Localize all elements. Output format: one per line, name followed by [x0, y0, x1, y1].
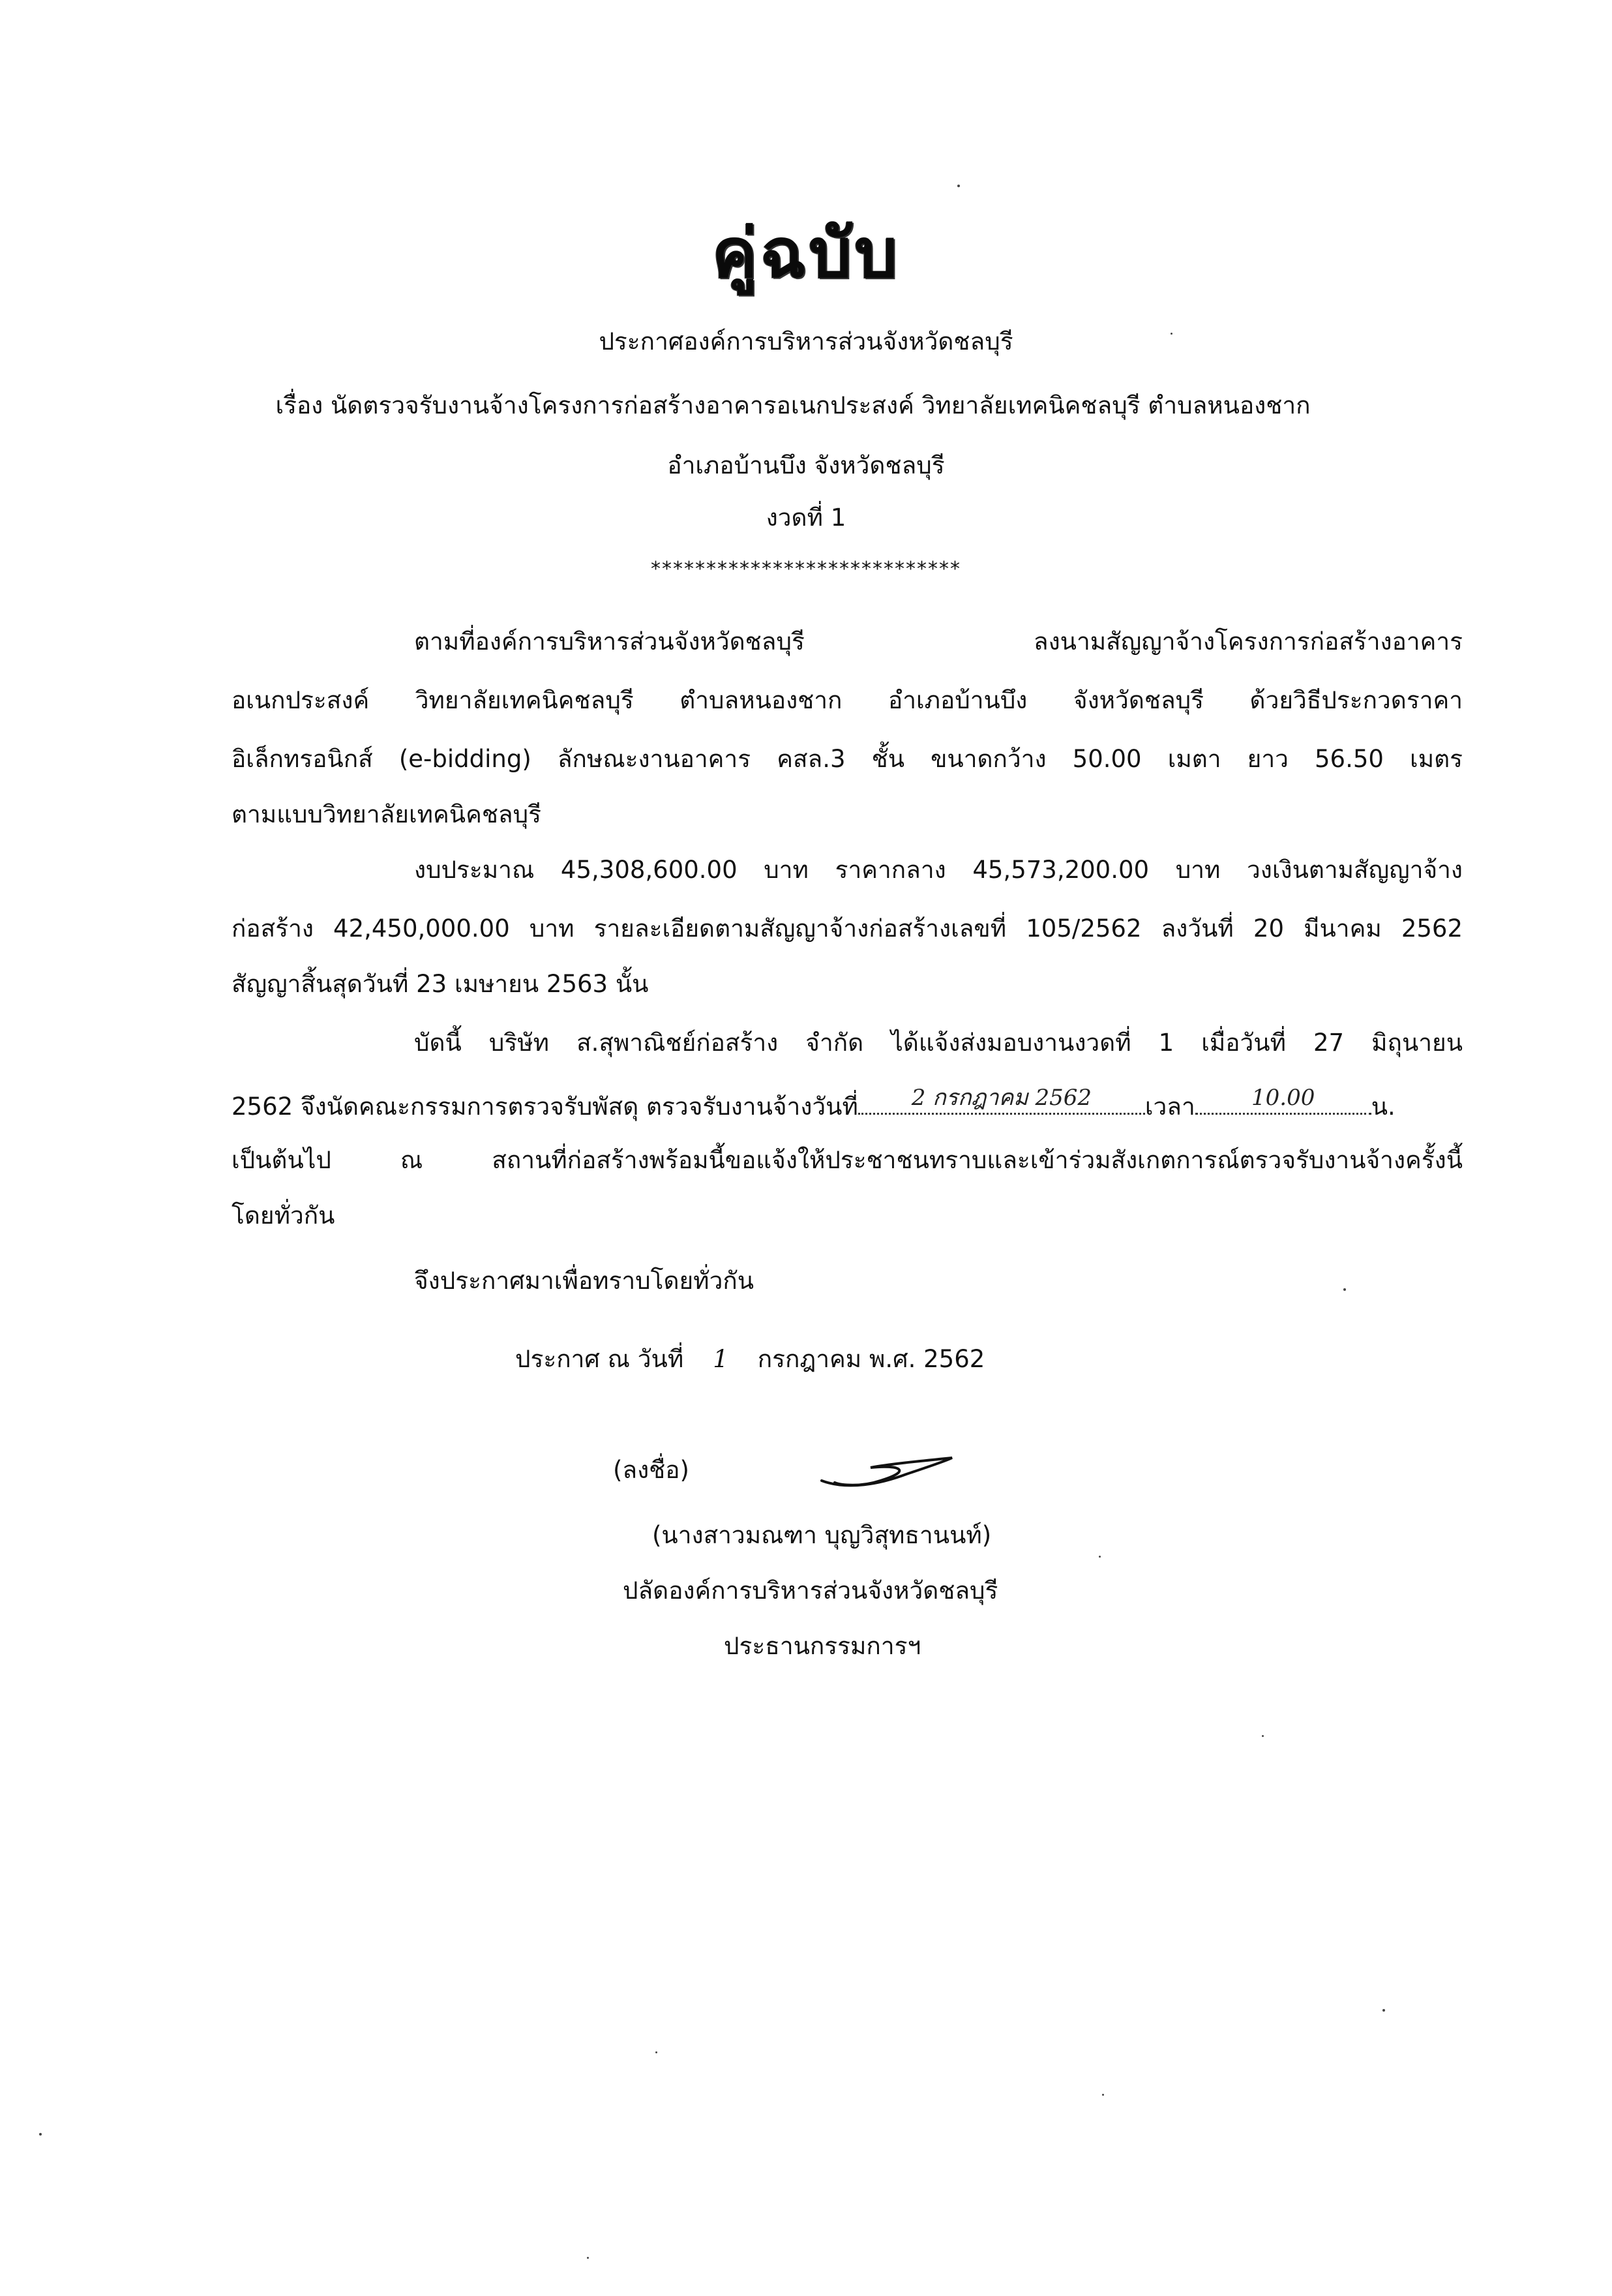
paragraph-2-line-2: ก่อสร้าง 42,450,000.00 บาท รายละเอียดตามสัญญาจ้างก่อสร้างเลขที่ 105/2562 ลงวันที่ 20 มีนาคม 2562 [231, 914, 1463, 943]
date-suffix: กรกฎาคม พ.ศ. 2562 [757, 1345, 985, 1373]
scan-speck [39, 2133, 42, 2136]
paragraph-3-line-1: บัดนี้ บริษัท ส.สุพาณิชย์ก่อสร้าง จำกัด ได้แจ้งส่งมอบงานงวดที่ 1 เมื่อวันที่ 27 มิถุนายน [414, 1029, 1463, 1057]
paragraph-2-line-3: สัญญาสิ้นสุดวันที่ 23 เมษายน 2563 นั้น [231, 970, 649, 998]
scan-speck [655, 2051, 657, 2053]
time-unit: น. [1371, 1093, 1396, 1121]
sign-label: (ลงชื่อ) [613, 1456, 689, 1484]
date-prefix: ประกาศ ณ วันที่ [515, 1345, 684, 1373]
paragraph-1-line-1: ตามที่องค์การบริหารส่วนจังหวัดชลบุรี ลงนามสัญญาจ้างโครงการก่อสร้างอาคาร [414, 627, 1463, 656]
handwritten-inspection-date: 2 กรกฎาคม 2562 [911, 1085, 1092, 1111]
handwritten-day: 1 [713, 1345, 728, 1373]
scan-speck [1171, 333, 1172, 335]
scan-speck [957, 185, 960, 187]
paragraph-3-line-3: เป็นต้นไป ณ สถานที่ก่อสร้างพร้อมนี้ขอแจ้งให้ประชาชนทราบและเข้าร่วมสังเกตการณ์ตรวจรับงานจ้างครั้งนี้ [231, 1146, 1463, 1174]
paragraph-1-line-4: ตามแบบวิทยาลัยเทคนิคชลบุรี [231, 800, 541, 828]
subject-line-2: อำเภอบ้านบึง จังหวัดชลบุรี [667, 451, 945, 479]
inspection-time-field [1195, 1085, 1371, 1115]
paragraph-1-line-2: อเนกประสงค์ วิทยาลัยเทคนิคชลบุรี ตำบลหนองชาก อำเภอบ้านบึง จังหวัดชลบุรี ด้วยวิธีประกวดราคา [231, 686, 1463, 714]
scan-speck [1343, 1288, 1346, 1291]
scan-speck [1382, 2009, 1385, 2012]
installment-label: งวดที่ 1 [766, 504, 846, 532]
inspection-text-prefix: 2562 จึงนัดคณะกรรมการตรวจรับพัสดุ ตรวจรับงานจ้างวันที่ [231, 1093, 858, 1121]
org-heading: ประกาศองค์การบริหารส่วนจังหวัดชลบุรี [599, 327, 1013, 355]
separator-stars: **************************** [651, 558, 961, 581]
scan-speck [1102, 2094, 1104, 2096]
inspection-date-field [858, 1085, 1145, 1115]
time-label: เวลา [1144, 1093, 1195, 1121]
signer-name: (นางสาวมณฑา บุญวิสุทธานนท์) [652, 1521, 992, 1549]
announce-closing: จึงประกาศมาเพื่อทราบโดยทั่วกัน [414, 1267, 754, 1295]
scan-speck [1262, 1735, 1264, 1737]
scan-speck [1099, 1556, 1101, 1558]
paragraph-3-line-4: โดยทั่วกัน [231, 1201, 335, 1230]
scan-speck [587, 2257, 589, 2259]
handwritten-inspection-time: 10.00 [1251, 1085, 1315, 1111]
paragraph-2-line-1: งบประมาณ 45,308,600.00 บาท ราคากลาง 45,573,200.00 บาท วงเงินตามสัญญาจ้าง [414, 856, 1463, 884]
signer-role: ประธานกรรมการฯ [724, 1632, 921, 1660]
signature-scribble [809, 1445, 959, 1503]
paragraph-3-line-2 [231, 1085, 1396, 1121]
subject-line-1: เรื่อง นัดตรวจรับงานจ้างโครงการก่อสร้างอาคารอเนกประสงค์ วิทยาลัยเทคนิคชลบุรี ตำบลหนองชาก [275, 391, 1311, 419]
copy-stamp-title: คู่ฉบับ [711, 213, 901, 293]
announcement-date [515, 1347, 985, 1371]
signer-position: ปลัดองค์การบริหารส่วนจังหวัดชลบุรี [623, 1577, 998, 1605]
paragraph-1-line-3: อิเล็กทรอนิกส์ (e-bidding) ลักษณะงานอาคาร คสล.3 ชั้น ขนาดกว้าง 50.00 เมตา ยาว 56.50 เมตร [231, 745, 1463, 773]
